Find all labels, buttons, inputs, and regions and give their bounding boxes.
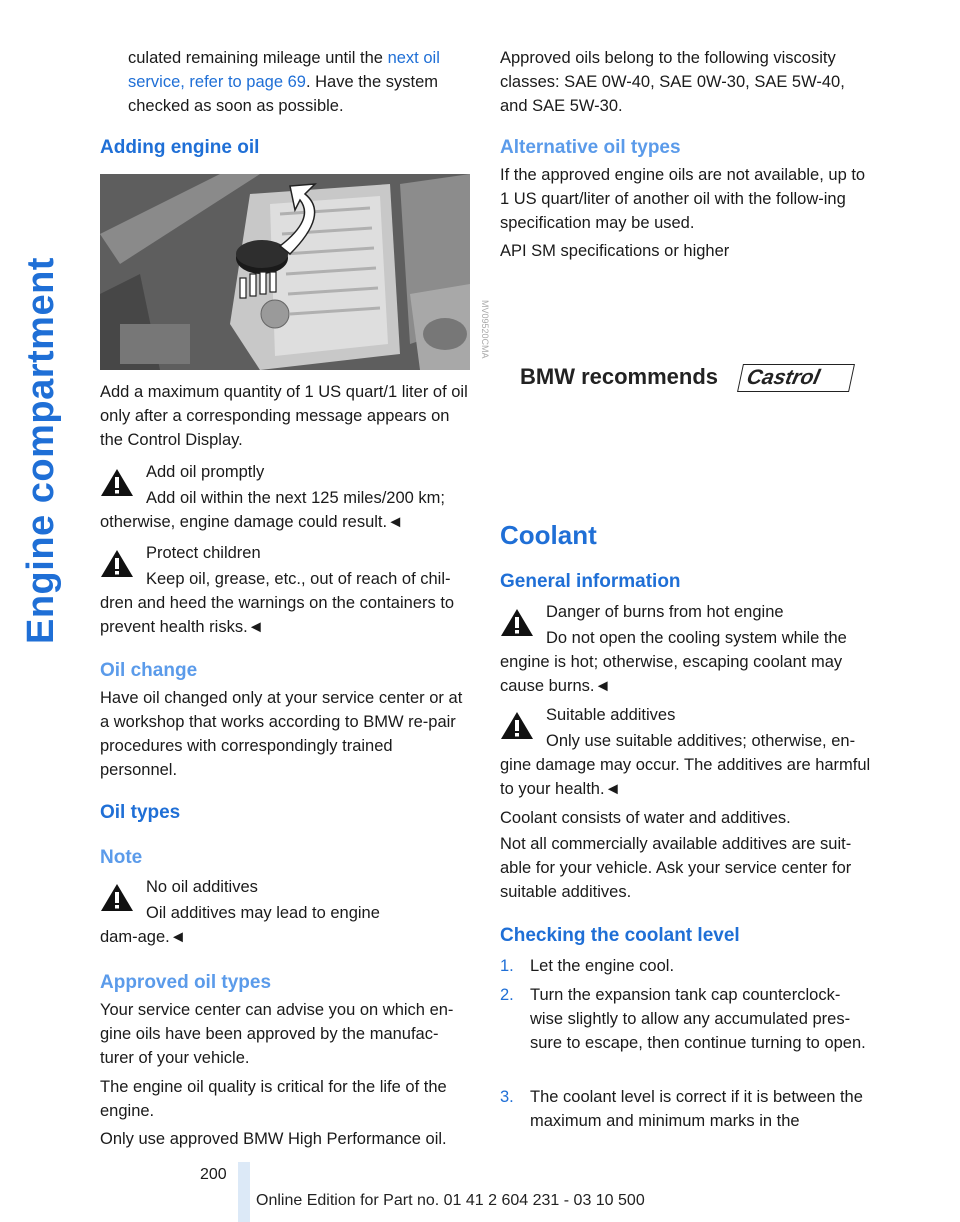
step-text: The coolant level is correct if it is between the maximum and minimum marks in the [530, 1088, 863, 1130]
castrol-text: Castrol [744, 366, 822, 389]
intro-paragraph [128, 46, 472, 118]
warning-no-oil-additives [100, 875, 472, 951]
bmw-recommends-castrol-logo [520, 362, 860, 398]
warning-body: Only use suitable additives; otherwise, en-gine damage may occur. The additives are harmful to your health.◄ [500, 732, 871, 798]
general-information-heading: General information [500, 571, 681, 592]
note-heading: Note [100, 847, 143, 868]
step-text: Let the engine cool. [530, 957, 675, 975]
viscosity-text: Approved oils belong to the following viscosity classes: SAE 0W-40, SAE 0W-30, SAE 5W-40, and SAE 5W-30. [500, 49, 845, 115]
intro-tail: . Have the system checked as soon as possible. [128, 73, 438, 115]
alternative-text: If the approved engine oils are not available, up to 1 US quart/liter of another oil with the follow-ing specification may be used. [500, 166, 866, 232]
page-number: 200 [200, 1166, 227, 1183]
approved-p2: The engine oil quality is critical for the life of the engine. [100, 1078, 447, 1120]
adding-engine-oil-heading: Adding engine oil [100, 137, 260, 158]
warning-title: Add oil promptly [146, 463, 265, 481]
warning-body: Oil additives may lead to engine dam-age.◄ [100, 904, 380, 946]
intro-text: culated remaining mileage until the [128, 49, 388, 67]
warning-body: Add oil within the next 125 miles/200 km; otherwise, engine damage could result.◄ [100, 489, 445, 531]
footer-bar [238, 1162, 250, 1222]
alternative-oil-types-heading: Alternative oil types [500, 137, 681, 158]
warning-body: Keep oil, grease, etc., out of reach of chil-dren and heed the warnings on the containers to prevent health risks.◄ [100, 570, 455, 636]
warning-add-oil-promptly [100, 460, 472, 540]
step-text: Turn the expansion tank cap counterclock-wise slightly to allow any accumulated pres-sure to escape, then continue turning to open. [530, 986, 866, 1052]
edition-footer: Online Edition for Part no. 01 41 2 604 231 - 03 10 500 [256, 1192, 645, 1209]
oil-types-heading: Oil types [100, 802, 181, 823]
warning-title: No oil additives [146, 878, 258, 896]
coolant-p2: Not all commercially available additives are suit-able for your vehicle. Ask your service center for suitable additives. [500, 835, 852, 901]
step-number: 2. [500, 986, 514, 1004]
bmw-recommends-text: BMW recommends [520, 364, 719, 389]
warning-title: Danger of burns from hot engine [546, 603, 784, 621]
coolant-p1: Coolant consists of water and additives. [500, 809, 791, 827]
coolant-heading: Coolant [500, 520, 597, 550]
step-number: 3. [500, 1088, 514, 1106]
warning-protect-children [100, 541, 472, 641]
castrol-badge [737, 364, 855, 392]
approved-p1: Your service center can advise you on which en-gine oils have been approved by the manufac-turer of your vehicle. [100, 1001, 454, 1067]
engine-oil-filler-photo [100, 174, 470, 370]
warning-suitable-additives [500, 703, 872, 803]
chapter-side-title [20, 44, 60, 644]
warning-title: Protect children [146, 544, 261, 562]
oil-change-text: Have oil changed only at your service center or at a workshop that works according to BMW re-pair procedures with correspondingly trained personnel. [100, 689, 463, 779]
checking-coolant-level-heading: Checking the coolant level [500, 925, 740, 946]
oil-change-heading: Oil change [100, 660, 198, 681]
coolant-steps-list [500, 954, 872, 1144]
warning-hot-engine [500, 600, 872, 700]
adding-text: Add a maximum quantity of 1 US quart/1 liter of oil only after a corresponding message appears on the Control Display. [100, 383, 468, 449]
warning-title: Suitable additives [546, 706, 676, 724]
approved-oil-types-heading: Approved oil types [100, 972, 272, 993]
step-number: 1. [500, 957, 514, 975]
approved-p3: Only use approved BMW High Performance oil. [100, 1130, 447, 1148]
warning-body: Do not open the cooling system while the engine is hot; otherwise, escaping coolant may cause burns.◄ [500, 629, 847, 695]
chapter-side-title-text: Engine compartment [20, 257, 62, 644]
api-text: API SM specifications or higher [500, 242, 730, 260]
next-oil-service-link[interactable]: next oil service, refer to page 69 [128, 49, 440, 91]
photo-code: MV09520CMA [480, 300, 490, 359]
